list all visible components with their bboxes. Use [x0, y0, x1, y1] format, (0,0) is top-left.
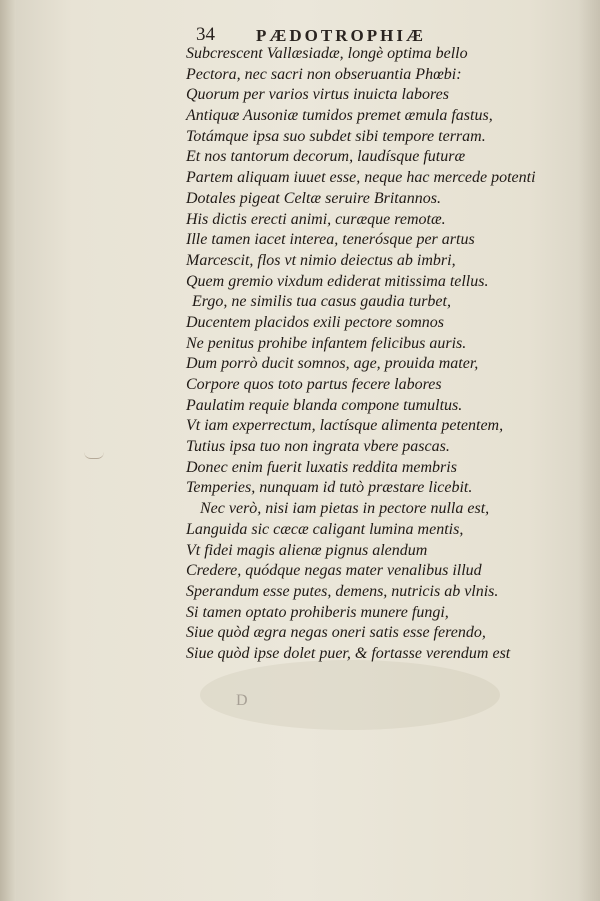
running-title: PÆDOTROPHIÆ — [256, 26, 426, 45]
signature-mark: D — [236, 692, 248, 709]
verse-line: Tutius ipsa tuo non ingrata vbere pascas. — [186, 438, 450, 456]
page-gutter — [0, 0, 16, 901]
verse-line: Si tamen optato prohiberis munere fungi, — [186, 603, 449, 621]
verse-line: Siue quòd ægra negas oneri satis esse ferendo, — [186, 624, 486, 642]
verse-line: Sperandum esse putes, demens, nutricis ab vlnis. — [186, 582, 499, 600]
verse-line: Ergo, ne similis tua casus gaudia turbet, — [192, 293, 451, 311]
verse-line: Dotales pigeat Celtæ seruire Britannos. — [186, 189, 441, 207]
verse-line: Donec enim fuerit luxatis reddita membris — [186, 458, 457, 476]
verse-line: Vt fidei magis alienæ pignus alendum — [186, 541, 428, 559]
page-number: 34 — [196, 24, 215, 45]
ink-mark — [84, 452, 104, 459]
verse-line: Languida sic cæcæ caligant lumina mentis, — [186, 520, 464, 538]
verse-line: Temperies, nunquam id tutò præstare licebit. — [186, 479, 473, 497]
verse-line: His dictis erecti animi, curæque remotæ. — [186, 210, 446, 228]
verse-line: Totámque ipsa suo subdet sibi tempore terram. — [186, 127, 486, 145]
verse-line: Dum porrò ducit somnos, age, prouida mater, — [186, 355, 479, 373]
verse-line: Quorum per varios virtus inuicta labores — [186, 86, 449, 104]
verse-line: Quem gremio vixdum ediderat mitissima tellus. — [186, 272, 489, 290]
page-header — [196, 24, 556, 46]
verse-line: Subcrescent Vallæsiadæ, longè optima bello — [186, 45, 468, 62]
verse-line: Nec verò, nisi iam pietas in pectore nulla est, — [200, 500, 490, 518]
page-edge-shadow — [578, 0, 600, 901]
verse-line: Vt iam experrectum, lactísque alimenta petentem, — [186, 417, 504, 435]
verse-line: Partem aliquam iuuet esse, neque hac mercede potenti — [186, 169, 536, 187]
verse-line: Et nos tantorum decorum, laudísque futuræ — [186, 148, 466, 166]
verse-line: Antiquæ Ausoniæ tumidos premet æmula fastus, — [186, 107, 493, 125]
verse-line: Ne penitus prohibe infantem felicibus auris. — [186, 334, 467, 352]
verse-line: Pectora, nec sacri non obseruantia Phœbi: — [186, 65, 462, 83]
verse-line: Marcescit, flos vt nimio deiectus ab imbri, — [186, 251, 456, 269]
verse-line: Paulatim requie blanda compone tumultus. — [186, 396, 463, 414]
verse-line: Ille tamen iacet interea, tenerósque per artus — [186, 231, 475, 249]
verse-line: Corpore quos toto partus fecere labores — [186, 376, 442, 393]
verse-text — [186, 44, 546, 665]
verse-line: Credere, quódque negas mater venalibus illud — [186, 562, 482, 580]
verse-line: Siue quòd ipse dolet puer, & fortasse verendum est — [186, 644, 511, 662]
verse-line: Ducentem placidos exili pectore somnos — [186, 313, 445, 331]
